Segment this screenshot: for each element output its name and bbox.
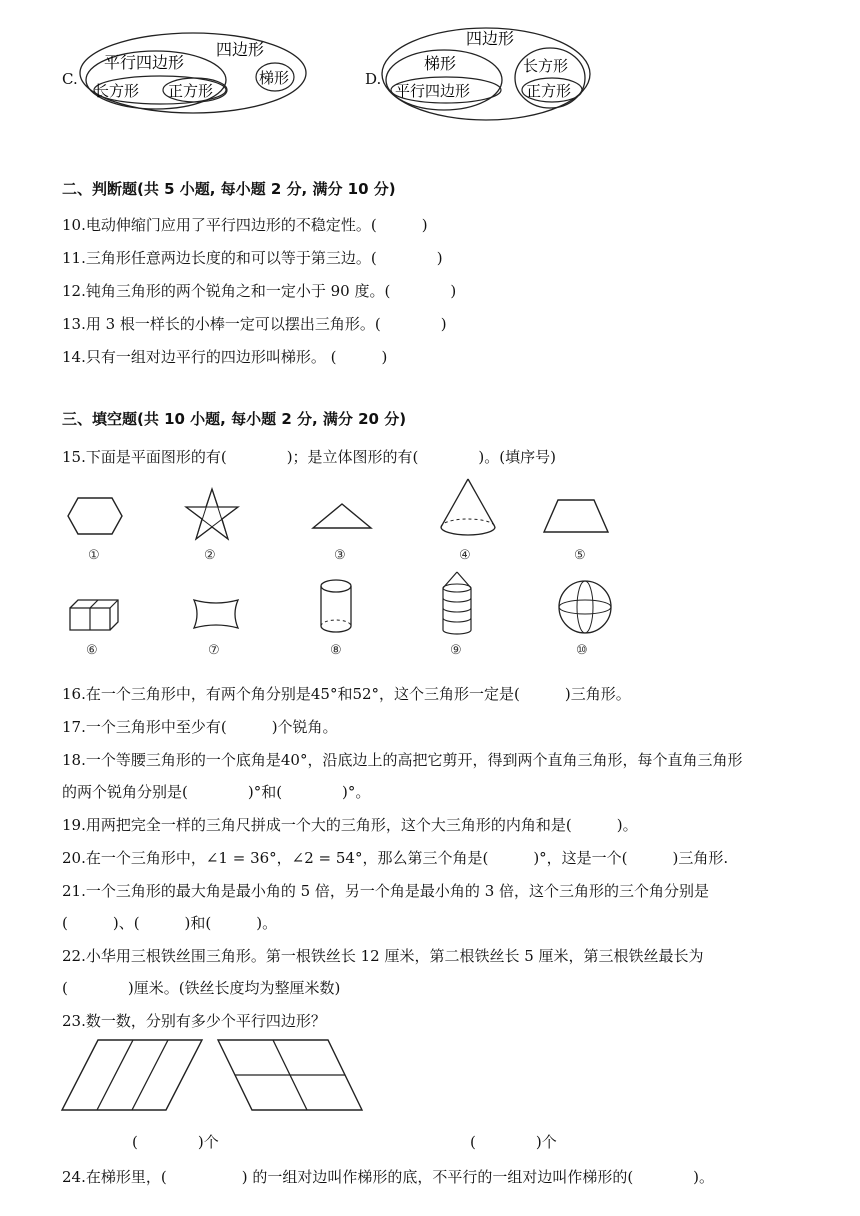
question-21-line2: ( )、( )和( )。 [62,914,278,932]
question-18-line2: 的两个锐角分别是( )°和( )°。 [62,783,371,801]
question-22-line2: ( )厘米。(铁丝长度均为整厘米数) [62,979,341,997]
rectangle-label: 长方形 [523,57,569,75]
question-13: 13.用 3 根一样长的小棒一定可以摆出三角形。( ) [62,315,447,333]
square-label: 正方形 [526,82,572,100]
question-23-answer-1: ( )个 [132,1133,219,1151]
shape-number-6: ⑥ [86,643,98,658]
question-10: 10.电动伸缩门应用了平行四边形的不稳定性。( ) [62,216,428,234]
shape-number-9: ⑨ [450,643,462,658]
quadrilateral-label: 四边形 [216,40,265,59]
trapezoid-label: 梯形 [424,54,457,73]
shape-number-8: ⑧ [330,643,342,658]
section2-title: 二、判断题(共 5 小题, 每小题 2 分, 满分 10 分) [62,180,396,198]
shape-number-4: ④ [459,548,471,563]
section3-title: 三、填空题(共 10 小题, 每小题 2 分, 满分 20 分) [62,410,407,428]
question-15: 15.下面是平面图形的有( )；是立体图形的有( )。(填序号) [62,448,556,466]
shape-triangle [311,502,373,530]
option-d-label: D. [365,70,382,88]
shape-star [184,487,240,541]
parallelogram-label: 平行四边形 [104,53,185,72]
square-label: 正方形 [168,82,214,100]
rectangle-label: 长方形 [94,82,140,100]
question-12: 12.钝角三角形的两个锐角之和一定小于 90 度。( ) [62,282,457,300]
question-24: 24.在梯形里，( ) 的一组对边叫作梯形的底，不平行的一组对边叫作梯形的( )。 [62,1168,715,1186]
question-11: 11.三角形任意两边长度的和可以等于第三边。( ) [62,249,443,267]
shape-concave-rectangle [192,598,240,630]
question-16: 16.在一个三角形中，有两个角分别是45°和52°，这个三角形一定是( )三角形。 [62,685,631,703]
option-c-venn-diagram [76,28,316,118]
shape-sphere [556,578,614,636]
option-d-venn-diagram [380,22,595,122]
quadrilateral-label: 四边形 [466,29,515,48]
shape-number-1: ① [88,548,100,563]
parallelogram-figure-2 [216,1038,364,1112]
question-18-line1: 18.一个等腰三角形的一个底角是40°，沿底边上的高把它剪开，得到两个直角三角形，每个直角三角形 [62,751,743,769]
question-20: 20.在一个三角形中，∠1 = 36°，∠2 = 54°，那么第三个角是( )°，这是一个( )三角形. [62,849,729,867]
shape-number-2: ② [204,548,216,563]
option-c-label: C. [62,70,78,88]
shape-cone [438,477,498,539]
question-22-line1: 22.小华用三根铁丝围三角形。第一根铁丝长 12 厘米，第二根铁丝长 5 厘米，第三根铁丝最长为 [62,947,704,965]
parallelogram-figure-1 [60,1038,206,1112]
shape-number-10: ⑩ [576,643,588,658]
question-23-answer-2: ( )个 [470,1133,557,1151]
shape-hexagon [66,496,124,536]
question-19: 19.用两把完全一样的三角尺拼成一个大的三角形，这个大三角形的内角和是( )。 [62,816,638,834]
shape-number-5: ⑤ [574,548,586,563]
parallelogram-label: 平行四边形 [395,82,471,100]
trapezoid-label: 梯形 [259,69,290,87]
shape-number-3: ③ [334,548,346,563]
question-17: 17.一个三角形中至少有( )个锐角。 [62,718,338,736]
question-23: 23.数一数，分别有多少个平行四边形？ [62,1012,326,1030]
shape-stacked-cylinders-cone [439,570,475,638]
shape-trapezoid [542,498,610,534]
shape-cuboids [68,598,122,632]
question-14: 14.只有一组对边平行的四边形叫梯形。 ( ) [62,348,388,366]
shape-cylinder [318,578,354,636]
question-21-line1: 21.一个三角形的最大角是最小角的 5 倍，另一个角是最小角的 3 倍，这个三角形的三个角分别是 [62,882,710,900]
shape-number-7: ⑦ [208,643,220,658]
